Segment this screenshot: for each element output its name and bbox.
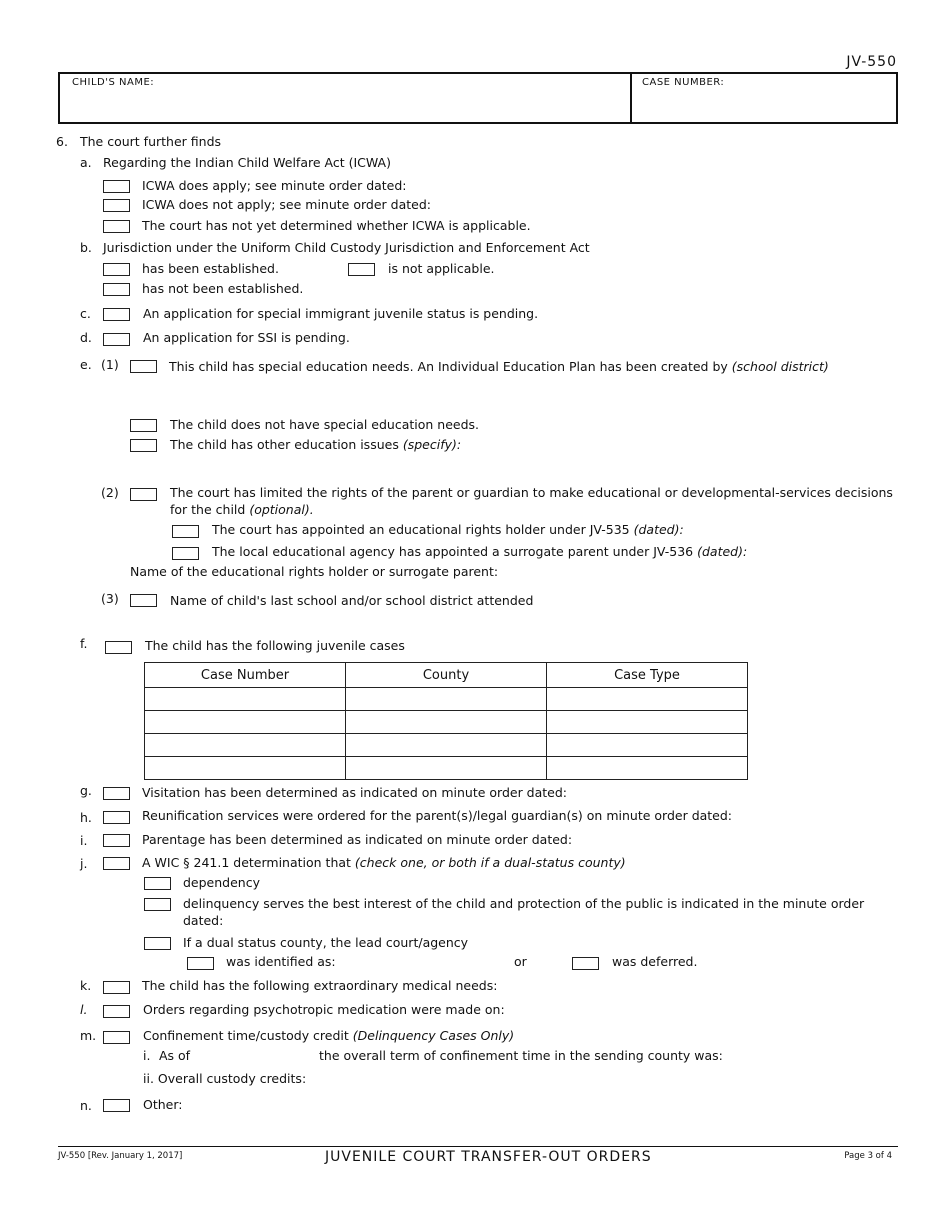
parentage-label: Parentage has been determined as indicated on minute order dated:	[142, 832, 573, 847]
medical-needs-label: The child has the following extraordinary medical needs:	[142, 978, 498, 993]
medical-needs-checkbox[interactable]	[103, 981, 130, 994]
table-cell[interactable]	[547, 734, 748, 757]
lead-deferred-checkbox[interactable]	[572, 957, 599, 970]
item-e2-number: (2)	[101, 485, 119, 500]
custody-credits-label: ii. Overall custody credits:	[143, 1071, 307, 1086]
table-row	[145, 757, 748, 780]
no-special-ed-checkbox[interactable]	[130, 419, 157, 432]
dual-status-checkbox[interactable]	[144, 937, 171, 950]
wic-241-checkbox[interactable]	[103, 857, 130, 870]
juvenile-cases-label: The child has the following juvenile cases	[145, 638, 405, 653]
lead-identified-checkbox[interactable]	[187, 957, 214, 970]
item-f-letter: f.	[80, 636, 88, 651]
ssi-label: An application for SSI is pending.	[143, 330, 350, 345]
reunification-checkbox[interactable]	[103, 811, 130, 824]
table-cell[interactable]	[346, 711, 547, 734]
other-ed-issues-label	[170, 437, 461, 452]
table-cell[interactable]	[547, 688, 748, 711]
table-cell[interactable]	[145, 711, 346, 734]
table-cell[interactable]	[346, 757, 547, 780]
table-cell[interactable]	[547, 711, 748, 734]
item-c-letter: c.	[80, 306, 91, 321]
icwa-applies-label: ICWA does apply; see minute order dated:	[142, 178, 407, 193]
surrogate-parent-text: The local educational agency has appointed a surrogate parent under JV-536	[212, 544, 694, 559]
table-row	[145, 734, 748, 757]
check-one-hint: (check one, or both if a dual-status county)	[354, 855, 626, 870]
dual-status-label: If a dual status county, the lead court/agency	[183, 935, 469, 950]
delinquency-line2: dated:	[183, 913, 224, 928]
case-number-label: CASE NUMBER:	[642, 77, 725, 88]
dated-hint-2: (dated):	[697, 544, 748, 559]
special-ed-label	[169, 359, 829, 374]
ssi-checkbox[interactable]	[103, 333, 130, 346]
icwa-undetermined-label: The court has not yet determined whether ICWA is applicable.	[142, 218, 531, 233]
table-cell[interactable]	[547, 757, 748, 780]
juvenile-cases-checkbox[interactable]	[105, 641, 132, 654]
last-school-checkbox[interactable]	[130, 594, 157, 607]
limited-rights-line1: The court has limited the rights of the parent or guardian to make educational or developmental-services decisions	[170, 485, 893, 500]
item-a-text: Regarding the Indian Child Welfare Act (ICWA)	[103, 155, 391, 170]
icwa-applies-checkbox[interactable]	[103, 180, 130, 193]
item-i-letter: i.	[80, 833, 88, 848]
childs-name-label: CHILD'S NAME:	[72, 77, 155, 88]
case-number-field[interactable]	[632, 74, 896, 122]
sij-status-label: An application for special immigrant juvenile status is pending.	[143, 306, 539, 321]
juvenile-cases-table	[144, 662, 748, 780]
optional-hint: (optional).	[249, 502, 314, 517]
ed-rights-holder-text: The court has appointed an educational rights holder under JV-535	[212, 522, 630, 537]
column-case-number: Case Number	[145, 663, 346, 688]
table-header-row	[145, 663, 748, 688]
dated-hint-1: (dated):	[633, 522, 684, 537]
delinquency-checkbox[interactable]	[144, 898, 171, 911]
item-b-letter: b.	[80, 240, 92, 255]
wic-241-text: A WIC § 241.1 determination that	[142, 855, 351, 870]
item-l-letter: l.	[80, 1002, 88, 1017]
jurisdiction-not-applicable-label: is not applicable.	[388, 261, 495, 276]
confinement-term-label: the overall term of confinement time in the sending county was:	[319, 1048, 723, 1063]
item-e3-number: (3)	[101, 591, 119, 606]
as-of-label: As of	[159, 1048, 191, 1063]
icwa-not-apply-label: ICWA does not apply; see minute order dated:	[142, 197, 431, 212]
limited-rights-line2-text: for the child	[170, 502, 246, 517]
item-m-i-number: i.	[143, 1048, 151, 1063]
footer-rule	[58, 1146, 898, 1147]
column-case-type: Case Type	[547, 663, 748, 688]
special-ed-checkbox[interactable]	[130, 360, 157, 373]
item-h-letter: h.	[80, 810, 92, 825]
or-label: or	[514, 954, 527, 969]
table-cell[interactable]	[346, 688, 547, 711]
delinquency-only-hint: (Delinquency Cases Only)	[352, 1028, 515, 1043]
item-e1-number: (1)	[101, 357, 119, 372]
jurisdiction-not-applicable-checkbox[interactable]	[348, 263, 375, 276]
ed-rights-holder-label	[212, 522, 684, 537]
other-checkbox[interactable]	[103, 1099, 130, 1112]
psychotropic-checkbox[interactable]	[103, 1005, 130, 1018]
table-row	[145, 688, 748, 711]
specify-hint: (specify):	[402, 437, 462, 452]
section-6-number: 6.	[56, 134, 68, 149]
childs-name-field[interactable]	[60, 74, 632, 122]
confinement-label	[143, 1028, 514, 1043]
table-cell[interactable]	[346, 734, 547, 757]
reunification-label: Reunification services were ordered for the parent(s)/legal guardian(s) on minute order dated:	[142, 808, 733, 823]
footer-title: JUVENILE COURT TRANSFER-OUT ORDERS	[325, 1149, 652, 1165]
item-j-letter: j.	[80, 856, 88, 871]
lead-deferred-label: was deferred.	[612, 954, 698, 969]
parentage-checkbox[interactable]	[103, 834, 130, 847]
item-b-text: Jurisdiction under the Uniform Child Custody Jurisdiction and Enforcement Act	[103, 240, 590, 255]
jurisdiction-established-checkbox[interactable]	[103, 263, 130, 276]
confinement-text: Confinement time/custody credit	[143, 1028, 349, 1043]
table-cell[interactable]	[145, 688, 346, 711]
header-box	[58, 72, 898, 124]
jurisdiction-established-label: has been established.	[142, 261, 279, 276]
item-e-letter: e.	[80, 357, 92, 372]
footer-revision: JV-550 [Rev. January 1, 2017]	[58, 1151, 183, 1161]
jurisdiction-not-established-label: has not been established.	[142, 281, 304, 296]
icwa-undetermined-checkbox[interactable]	[103, 220, 130, 233]
surrogate-parent-checkbox[interactable]	[172, 547, 199, 560]
confinement-checkbox[interactable]	[103, 1031, 130, 1044]
other-label: Other:	[143, 1097, 183, 1112]
special-ed-text: This child has special education needs. An Individual Education Plan has been created by	[169, 359, 728, 374]
table-cell[interactable]	[145, 734, 346, 757]
item-m-letter: m.	[80, 1028, 97, 1043]
item-a-letter: a.	[80, 155, 92, 170]
visitation-checkbox[interactable]	[103, 787, 130, 800]
limited-rights-checkbox[interactable]	[130, 488, 157, 501]
last-school-label: Name of child's last school and/or school district attended	[170, 593, 534, 608]
section-6-title: The court further finds	[80, 134, 222, 149]
form-number: JV-550	[846, 54, 897, 70]
icwa-not-apply-checkbox[interactable]	[103, 199, 130, 212]
column-county: County	[346, 663, 547, 688]
dependency-label: dependency	[183, 875, 260, 890]
table-cell[interactable]	[145, 757, 346, 780]
item-k-letter: k.	[80, 978, 92, 993]
other-ed-issues-checkbox[interactable]	[130, 439, 157, 452]
visitation-label: Visitation has been determined as indicated on minute order dated:	[142, 785, 568, 800]
no-special-ed-label: The child does not have special education needs.	[170, 417, 480, 432]
table-row	[145, 711, 748, 734]
item-d-letter: d.	[80, 330, 92, 345]
psychotropic-label: Orders regarding psychotropic medication were made on:	[143, 1002, 505, 1017]
school-district-hint: (school district)	[731, 359, 829, 374]
wic-241-label	[142, 855, 626, 870]
sij-status-checkbox[interactable]	[103, 308, 130, 321]
dependency-checkbox[interactable]	[144, 877, 171, 890]
jurisdiction-not-established-checkbox[interactable]	[103, 283, 130, 296]
rights-holder-name-label: Name of the educational rights holder or surrogate parent:	[130, 564, 499, 579]
other-ed-issues-text: The child has other education issues	[170, 437, 399, 452]
item-g-letter: g.	[80, 783, 92, 798]
item-n-letter: n.	[80, 1098, 92, 1113]
delinquency-line1: delinquency serves the best interest of the child and protection of the public is indicated in the minute order	[183, 896, 865, 911]
lead-identified-label: was identified as:	[226, 954, 336, 969]
surrogate-parent-label	[212, 544, 747, 559]
ed-rights-holder-checkbox[interactable]	[172, 525, 199, 538]
footer-page: Page 3 of 4	[844, 1151, 892, 1161]
limited-rights-line2	[170, 502, 314, 517]
